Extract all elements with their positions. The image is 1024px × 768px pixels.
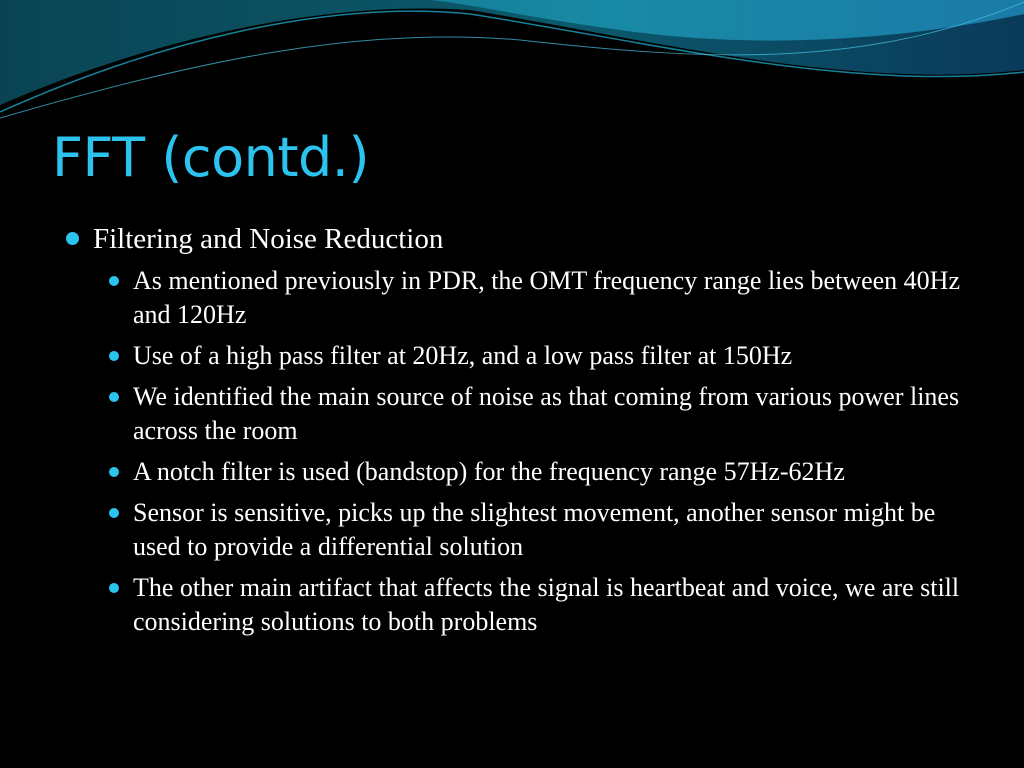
- sub-bullet-text: We identified the main source of noise as that coming from various power lines across the room: [133, 382, 960, 445]
- header-wave-decoration: [0, 0, 1024, 130]
- sub-bullet-item: [66, 339, 986, 373]
- bullet-text: Filtering and Noise Reduction: [93, 223, 444, 255]
- sub-bullet-dot-icon: [109, 583, 119, 593]
- sub-bullet-dot-icon: [109, 276, 119, 286]
- sub-bullet-text: The other main artifact that affects the signal is heartbeat and voice, we are still considering solutions to both problems: [133, 573, 960, 636]
- sub-bullet-dot-icon: [109, 392, 119, 402]
- sub-bullet-dot-icon: [109, 351, 119, 361]
- bullet-filtering: [66, 220, 986, 258]
- slide-title: FFT (contd.): [52, 126, 370, 189]
- sub-bullet-dot-icon: [109, 467, 119, 477]
- sub-bullet-item: [66, 380, 986, 448]
- sub-bullet-text: As mentioned previously in PDR, the OMT frequency range lies between 40Hz and 120Hz: [133, 266, 960, 329]
- sub-bullet-item: [66, 496, 986, 564]
- bullet-dot-icon: [66, 232, 79, 245]
- sub-bullet-item: [66, 264, 986, 332]
- sub-bullet-dot-icon: [109, 508, 119, 518]
- sub-bullet-text: Sensor is sensitive, picks up the slightest movement, another sensor might be used to provide a differential solution: [133, 498, 936, 561]
- sub-bullet-list: [66, 264, 986, 639]
- sub-bullet-item: [66, 455, 986, 489]
- sub-bullet-text: A notch filter is used (bandstop) for the frequency range 57Hz-62Hz: [133, 457, 845, 486]
- sub-bullet-text: Use of a high pass filter at 20Hz, and a low pass filter at 150Hz: [133, 341, 793, 370]
- slide-content: [66, 220, 986, 646]
- sub-bullet-item: [66, 571, 986, 639]
